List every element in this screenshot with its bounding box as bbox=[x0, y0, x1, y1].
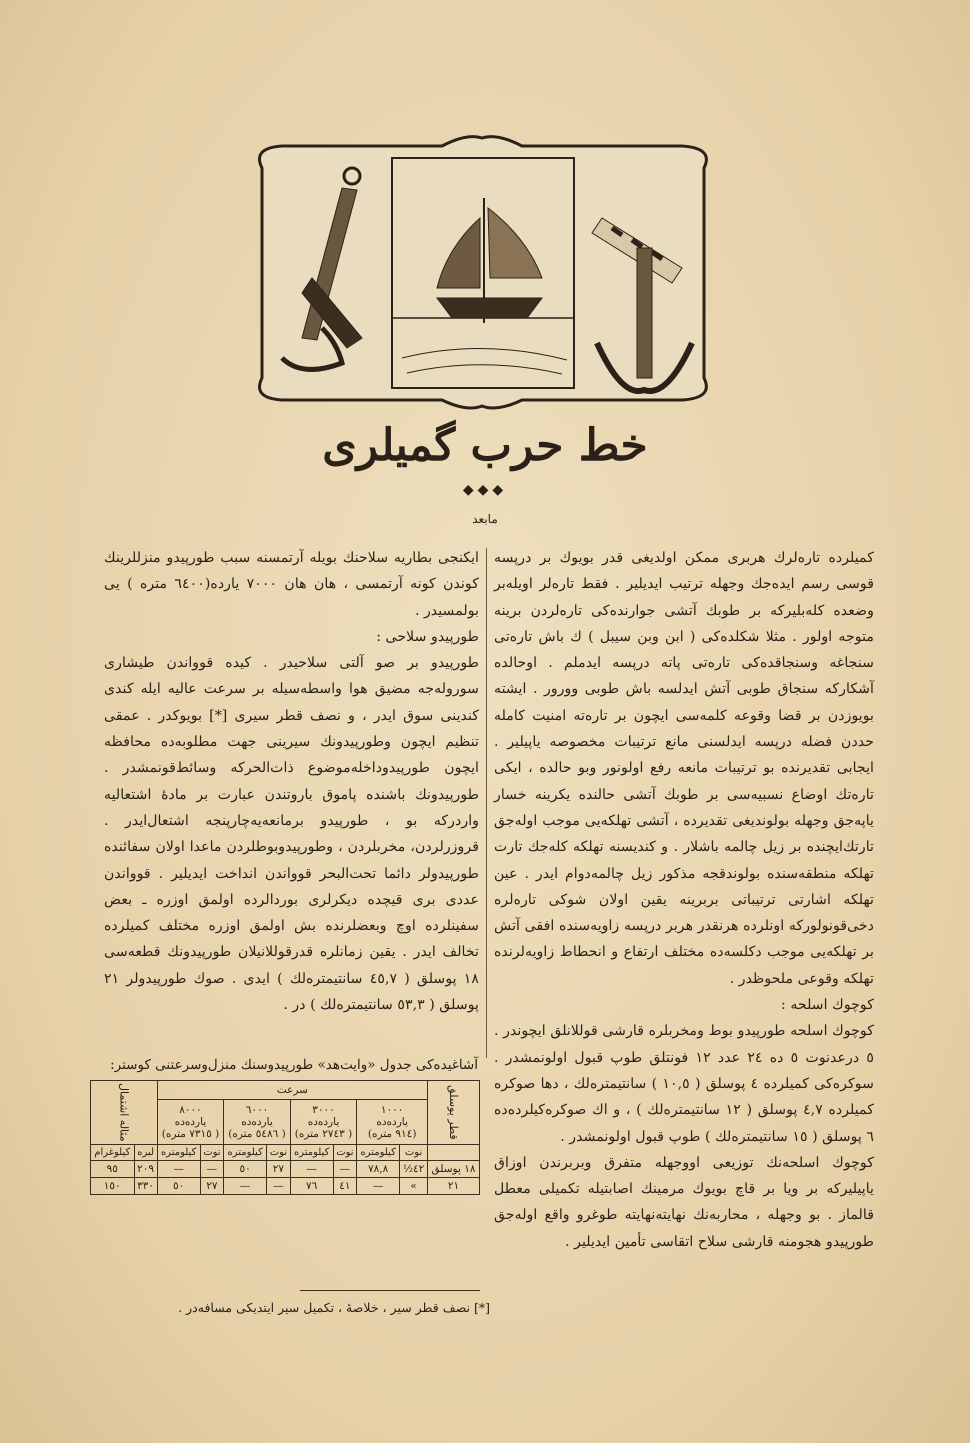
left-column bbox=[104, 545, 479, 1018]
table-cell: — bbox=[200, 1160, 224, 1177]
table-cell: — bbox=[333, 1160, 357, 1177]
table-cell: ٦٠٠٠ یارده‌ده ( ٥٤٨٦ متره) bbox=[224, 1099, 291, 1144]
section-heading: کوچوك اسلحه : bbox=[781, 997, 874, 1014]
table-cell: نوت bbox=[200, 1144, 224, 1160]
table-row bbox=[91, 1177, 480, 1194]
nautical-vignette bbox=[242, 128, 724, 414]
table-cell: ٤٢½ bbox=[400, 1160, 428, 1177]
table-cell: کیلومتره bbox=[357, 1144, 400, 1160]
table-cell: ٥٠ bbox=[157, 1177, 200, 1194]
table-cell: ٧٦ bbox=[290, 1177, 333, 1194]
paragraph: طورپیدو بر صو آلتی سلاحیدر . کیده قوواندن طیشاری سوروله‌جه مضیق هوا واسطه‌سیله بر سرعت عالیه ایله کندی کندینی سوق ایدر ، و نصف قطر سیری [*] بویوکدر . عمقی تنظیم ایچون وطورپیدونك سیرینی جهت مطلوبه‌ده محافظه ایچون طورپیدوداخله‌موضوع ذات‌الحرکه وسائط‌قونمشدر . طورپیدونك باشنده پاموق باروتندن عبارت بر مادهٔ اشتعالیه واردرکه بو ، طورپیدو برمانعه‌یه‌چارپنجه اشتعال‌ایدر . قروزرلردن، مخربلردن ، وطورپیدوبوطلردن ماعدا اولان سفائنده طورپیدولر دائما تحت‌البحر قوواندن انداخت ایدیلیر . قوواندن عددی بری قیچده دیکرلری بوردالرده اولمق اوزره ـ بعض سفینلرده اوچ وبعضلرنده بش اولمق اوزره مختلف کمیلرده تخالف ایدر . یقین زمانلره قدرقوللانیلان طورپیدونك قطعه‌سی ١٨ پوسلق ( ٤٥,٧ سانتیمترەلك ) ایدی . صوك طورپیدولر ٢١ پوسلق ( ٥٣,٣ سانتیمترەلك ) در . bbox=[104, 655, 479, 1014]
table-cell: — bbox=[224, 1177, 267, 1194]
table-cell: ١٠٠٠ یارده‌ده (٩١٤ متره) bbox=[357, 1099, 428, 1144]
table-cell: ٢٧ bbox=[200, 1177, 224, 1194]
table-header-speed: سرعت bbox=[157, 1081, 427, 1100]
paragraph: کوچوك اسلحه‌نك توزیعی اوو‌جهله متفرق وبربرندن اوزاق یاپیلیرکه بر ویا بر قاچ بویوك مرمینك اصابتیله تکمیلی معطل قالماز . بو وجهله ، محاربه‌نك نهایته‌نهایته طوغرو واقع اوله‌جق طورپیدو هجومنه قارشی سلاح اتقاسی تأمین ایدیلیر . bbox=[494, 1154, 874, 1250]
paragraph: کوچوك اسلحه طورپیدو بوط ومخربلره قارشی قوللانلق ایچوندر . ٥ درعدنوت ٥ ده ٢٤ عدد ١٢ فونتلق طوپ قبول اولونمشدر . سوکره‌کی کمیلرده ٤ پوسلق ( ١٠,٥ ) سانتیمترەلك ، دها صوکره کمیلرده ٤,٧ پوسلق ( ١٢ سانتیمترەلك ) ، و اك صوکره‌کیلرده‌ده ٦ پوسلق ( ١٥ سانتیمترەلك ) طوپ قبول اولونمشدر . bbox=[494, 1023, 874, 1145]
table-header-row bbox=[91, 1081, 480, 1100]
table-cell: لبره bbox=[134, 1144, 157, 1160]
right-column bbox=[494, 545, 874, 1255]
footnote: [*] نصف قطر سیر ، خلاصهٔ ، تکمیل سیر ایتدیکی مسافه‌در . bbox=[178, 1300, 490, 1315]
table-cell: ٤١ bbox=[333, 1177, 357, 1194]
table-header-diameter: قطر پوسلق bbox=[428, 1081, 480, 1145]
title-ornament: ◆◆◆ bbox=[462, 482, 508, 498]
section-heading: طورپیدو سلاحی : bbox=[376, 628, 479, 645]
table-cell: ١٥٠ bbox=[91, 1177, 135, 1194]
table-units-row bbox=[91, 1144, 480, 1160]
table-cell: نوت bbox=[333, 1144, 357, 1160]
table-cell: ٥٠ bbox=[224, 1160, 267, 1177]
table-cell: — bbox=[157, 1160, 200, 1177]
table-cell: ٨٠٠٠ یارده‌ده ( ٧٣١٥ متره) bbox=[157, 1099, 224, 1144]
table-cell: کیلومتره bbox=[224, 1144, 267, 1160]
table-cell: ٣٣٠ bbox=[134, 1177, 157, 1194]
table-cell: ٢١ bbox=[428, 1177, 480, 1194]
table-cell: نوت bbox=[400, 1144, 428, 1160]
table-cell: ٧٨,٨ bbox=[357, 1160, 400, 1177]
footnote-rule bbox=[300, 1290, 480, 1291]
table-cell: — bbox=[290, 1160, 333, 1177]
column-divider bbox=[486, 548, 487, 1058]
torpedo-table bbox=[90, 1080, 480, 1195]
paragraph: ایکنجی بطاریه سلاحنك بویله آرتمسنه سبب طورپیدو منزللرینك کوندن کونه آرتمسی ، هان هان ٧٠٠٠ یارده(٦٤٠٠ متره ) یی بولمسیدر . bbox=[104, 550, 479, 619]
paragraph: کمیلرده تاره‌لرك هربری ممکن اولدیغی قدر بویوك بر درپسه قوسی رسم ایده‌جك وجهله ترتیب ایدیلیر . فقط تاره‌لر اویله‌بر وضعده کله‌بلیرکه بر طوبك آتشی جوارنده‌کی تاره‌لردن برینه متوجه اولور . مثلا شکلده‌کی ( ابن وبن سیبل ) ك باش تاره‌تی سنجاغه وسنجاقده‌کی تاره‌تی پاته درپسه ایدملم . اوحالده آشکارکه سنجاق طوبی آتش ایدلسه باش طوبی وورور . ایشته بویوزدن بر قضا وقوعه کلمه‌سی ایچون بر تاره‌ته امنیت کامله حددن فضله درپسه ایدلسنی مانع ترتیبات مخصوصه یاپیلیر . ایجابی تقدیرنده بو ترتیبات مانعه رفع اولونور وبو حالده ، ایکی تاره‌تك اوضاع نسبیه‌سی بر طوبك آتشی حالنده یکرینه خسار یاپه‌جق وجهله بولوندیغی تقدیرده ، آتشی تهلکه‌یی موجب اوله‌جق تارتك‌ایچنده بر زیل چالمه باشلار . و کندیسنه تهلکه کله‌جك تارت تهلکه منطقه‌سنده بولوندقجه مذکور زیل چالمه‌دوام ایدر . عین تهلکه اشارتی ترتیباتی بربرینه یقین اولان شوکی تاره‌لره دخی‌قونولورکه اونلرده هرنقدر هربر درپسه زاویه‌سنده افقی آتش بر تهلکه‌یی موجب دکلسه‌ده مختلف ارتفاع و انحطاط زاویه‌لرنده تهلکه وقوعی ملحوظدر . bbox=[494, 550, 874, 987]
table-row bbox=[91, 1160, 480, 1177]
table-cell: — bbox=[267, 1177, 291, 1194]
table-cell: کیلومتره bbox=[290, 1144, 333, 1160]
table-cell: » bbox=[400, 1177, 428, 1194]
table-cell: نوت bbox=[267, 1144, 291, 1160]
table-cell: — bbox=[357, 1177, 400, 1194]
table-cell: ٢٧ bbox=[267, 1160, 291, 1177]
table-cell: ١٨ پوسلق bbox=[428, 1160, 480, 1177]
table-cell: ٣٠٠٠ یارده‌ده ( ٢٧٤٣ متره) bbox=[290, 1099, 357, 1144]
table-cell: ٩٥ bbox=[91, 1160, 135, 1177]
table-cell: کیلومتره bbox=[157, 1144, 200, 1160]
table-caption: آشاغیده‌کی جدول «وایت‌هد» طورپیدوسنك منزل‌وسرعتنی کوستر: bbox=[110, 1057, 478, 1073]
table-cell: ٢٠٩ bbox=[134, 1160, 157, 1177]
table-cell bbox=[428, 1144, 480, 1160]
table-header-charge: مثاله اشتمال bbox=[91, 1081, 158, 1145]
article-title: خط حرب گمیلری bbox=[322, 420, 648, 471]
continued-label: مابعد bbox=[472, 512, 498, 526]
table-cell: کیلوغرام bbox=[91, 1144, 135, 1160]
